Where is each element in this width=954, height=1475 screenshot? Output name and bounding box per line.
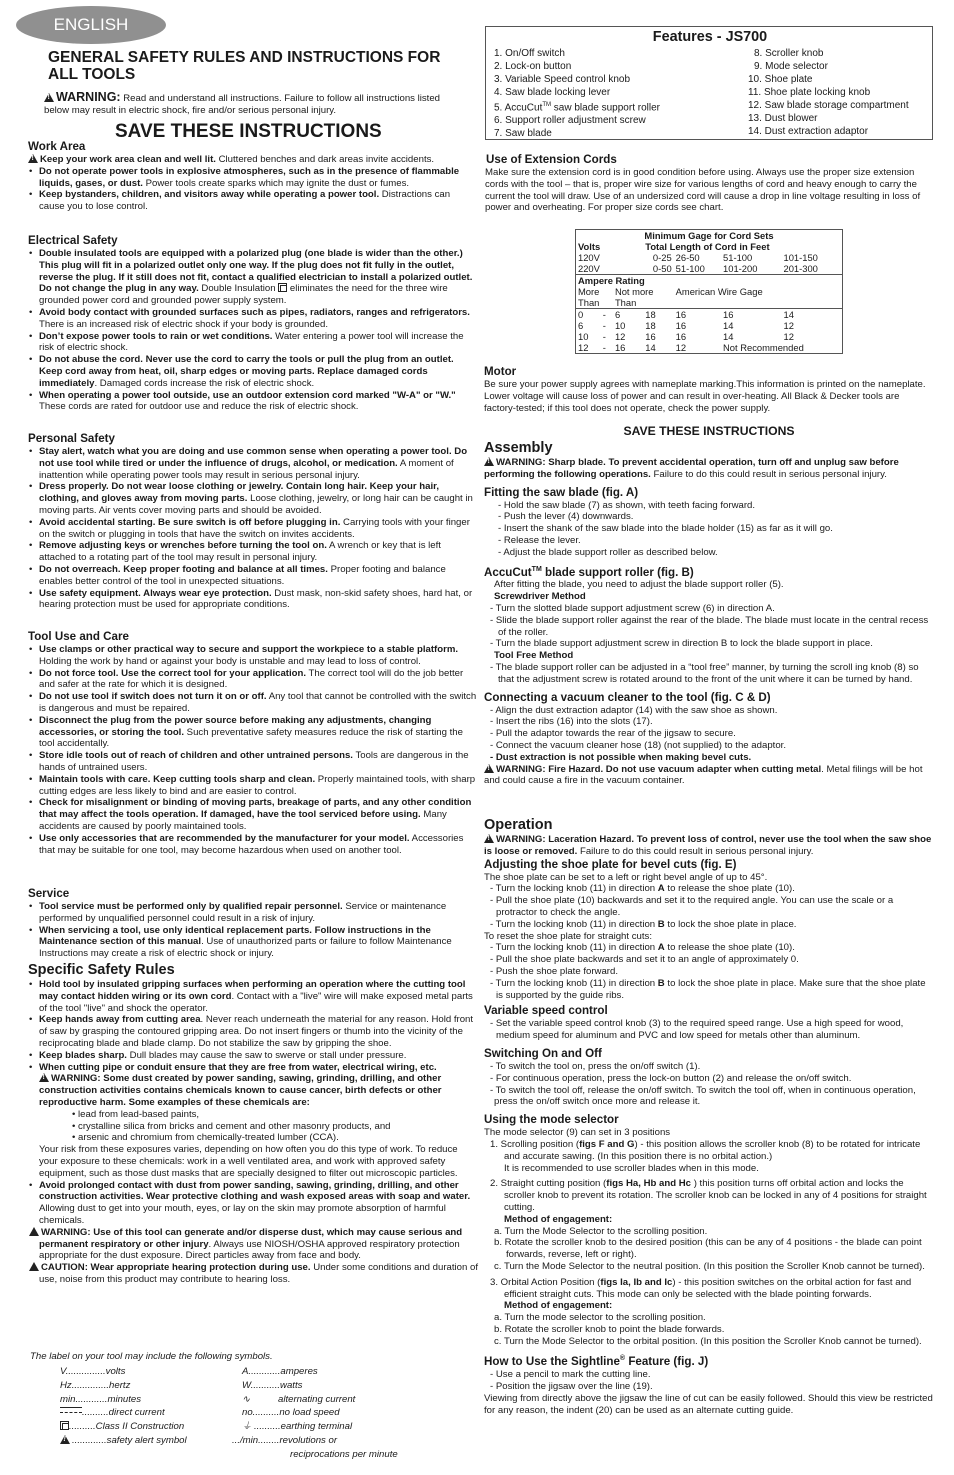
symbols-left: V...............volts Hz..............hertz min............minutes ..........direct current ..........Class II Construction !.............safety alert symbol xyxy=(60,1365,240,1448)
section-heading: Service xyxy=(28,887,70,900)
warning-icon xyxy=(29,1227,39,1236)
subsection-heading: Switching On and Off xyxy=(484,1046,602,1060)
personal-safety-section: Personal Safety • Stay alert, watch what you are doing and use common sense when operating a power tool. Do not use tool while tired or under the influence of drugs, alcohol, or medication. A moment of inattention while operating power tools may result in serious personal injury. • Dress properly. Do not wear loose clothing or jewelry. Contain long hair. Keep your hair, clothing, and gloves away from moving parts. Loose clothing, jewelry, or long hair can be caught in moving parts. Air vents cover moving parts and should be avoided. • Avoid accidental starting. Be sure switch is off before plugging in. Carrying tools with your finger on the switch or plugging in tools that have the switch on invites accidents. • Remove adjusting keys or wrenches before turning the tool on. A wrench or key that is left attached to a rotating part of the tool may result in personal injury. • Do not overreach. Keep proper footing and balance at all times. Proper footing and balance enables better control of the tool in unexpected situations. • Use safety equipment. Always wear eye protection. Dust mask, non-skid safety shoes, hard hat, or hearing protection must be used for appropriate conditions. xyxy=(28,432,478,611)
section-heading: Operation xyxy=(484,817,553,833)
operation-section: Operation !WARNING: Laceration Hazard. To prevent loss of control, never use the tool when the saw shoe is loose or removed. Failure to do this could result in serious personal injury. Adjusting the shoe plate for bevel cuts (fig. E) The shoe plate can be set to a left or right bevel angle of up to 45°. - Turn the locking knob (11) in direction A to release the shoe plate (10). - Pull the shoe plate (10) backwards and set it to the required angle. You can use the scale or a protractor to check the angle. - Turn the locking knob (11) in direction B to lock the shoe plate in place. To reset the shoe plate for straight cuts: - Turn the locking knob (11) in direction A to release the shoe plate (10). - Pull the shoe plate backwards and set it to an angle of approximately 0. - Push the shoe plate forward. - Turn the locking knob (11) in direction B to lock the shoe plate in place. Make sure that the shoe plate is supported by the guide ribs. Variable speed control - Set the variable speed control knob (3) to the required speed range. Use a high speed for wood, medium speed for aluminum and PVC and low speed for metals other than aluminum. Switching On and Off - To switch the tool on, press the on/off switch (1). - For continuous operation, press the lock-on button (2) and release the on/off switch. - To switch the tool off, release the on/off switch. To switch the tool off, when in continuous operation, press the on/off switch once more and release it. Using the mode selector The mode selector (9) can set in 3 positions 1. Scrolling position (figs F and G) - this position allows the scroller knob (8) to be rotated for intricate and accurate sawing. (In this position there is no orbital action.) It is recommended to use scroller blades when in this mode. 2. Straight cutting position (figs Ha, Hb and Hc ) this position turns off orbital action and locks the scroller knob to prevent its rotation. The scroller knob can be locked in any of 4 positions for straight cutting. Method of engagement: a. Turn the Mode Selector to the scrolling position. b. Rotate the scroller knob to the desired position (this can be any of 4 positions - the blade can point forwards, reverse, left or right). c. Turn the Mode Selector to the neutral position. (In this position the Scroller Knob cannot be turned). 3. Orbital Action Position (figs Ia, Ib and Ic) - this position switches on the orbital action for fast and efficient straight cuts. This mode can only be selected with the blade pointing forwards. Method of engagement: a. Turn the mode selector to the scrolling position. b. Rotate the scroller knob to point the blade forwards. c. Turn the Mode Selector to the orbital position. (In this position the Scroller Knob cannot be turned). How to Use the Sightline® Feature (fig. J) - Use a pencil to mark the cutting line. - Position the jigsaw over the line (19). Viewing from directly above the jigsaw the line of cut can be easily followed. Should this view be restricted for any reason, the indent (20) can be used as an alternate cutting guide. xyxy=(484,817,934,1417)
double-insulation-icon xyxy=(278,283,287,292)
subsection-heading: Using the mode selector xyxy=(484,1113,619,1127)
features-box xyxy=(485,26,933,140)
specific-safety-section: Specific Safety Rules • Hold tool by insulated gripping surfaces when performing an operation where the cutting tool may contact hidden wiring or its own cord. Contact with a "live" wire will make exposed metal parts of the tool "live" and shock the operator. • Keep hands away from cutting area. Never reach underneath the material for any reason. Hold front of saw by grasping the contoured gripping area. Do not insert fingers or thumb into the vicinity of the reciprocating blade and blade clamp. Do not stabilize the saw by gripping the shoe. • Keep blades sharp. Dull blades may cause the saw to swerve or stall under pressure. • When cutting pipe or conduit ensure that they are free from water, electrical wiring, etc. !WARNING: Some dust created by power sanding, sawing, grinding, drilling, and other construction activities contains chemicals known to cause cancer, birth defects or other reproductive harm. Some examples of these chemicals are: • lead from lead-based paints, • crystalline silica from bricks and cement and other masonry products, and • arsenic and chromium from chemically-treated lumber (CCA). Your risk from these exposures varies, depending on how often you do this type of work. To reduce your exposure to these chemicals: work in a well ventilated area, and work with approved safety equipment, such as those dust masks that are specially designed to filter out microscopic particles. • Avoid prolonged contact with dust from power sanding, sawing, grinding, drilling, and other construction activities. Wear protective clothing and wash exposed areas with soap and water. Allowing dust to get into your mouth, eyes, or lay on the skin may promote absorption of harmful chemicals. !WARNING: Use of this tool can generate and/or disperse dust, which may cause serious and permanent respiratory or other injury. Always use NIOSH/OSHA approved respiratory protection appropriate for the dust exposure. Direct particles away from face and body. !CAUTION: Wear appropriate hearing protection during use. Under some conditions and duration of use, noise from this product may contribute to hearing loss. xyxy=(28,962,478,1286)
section-heading: Work Area xyxy=(28,140,86,153)
motor-section: Motor Be sure your power supply agrees with nameplate marking.This information is printed on the nameplate. Lower voltage will cause loss of power and can result in over-heating. All Black & Decker tools are factory-tested; if this tool does not operate, check the power supply. xyxy=(484,365,934,414)
section-heading: Motor xyxy=(484,365,517,378)
symbols-caption: The label on your tool may include the following symbols. xyxy=(30,1351,273,1362)
class-ii-icon xyxy=(60,1421,69,1430)
save-instructions-heading: SAVE THESE INSTRUCTIONS xyxy=(115,121,382,142)
service-section: Service • Tool service must be performed only by qualified repair personnel. Service or maintenance performed by unqualified personnel could result in a risk of injury. • When servicing a tool, use only identical replacement parts. Follow instructions in the Maintenance section of this manual. Use of unauthorized parts or failure to follow Maintenance Instructions may create a risk of electric shock or injury. xyxy=(28,887,478,960)
section-heading: Assembly xyxy=(484,440,553,456)
page-title: GENERAL SAFETY RULES AND INSTRUCTIONS FOR ALL TOOLS xyxy=(48,49,441,83)
warning-icon xyxy=(44,93,54,102)
cord-gage-table: Minimum Gage for Cord Sets Volts Total Length of Cord in Feet 120V 0-25 26-50 51-100 101-150 220V 0-50 51-100 101-200 201-300 Ampere Rating More Not more American Wire Gage Than Than 0 - 6 18 16 16 14 6 - 10 18 16 14 12 10 - 12 16 16 14 12 12 - 16 14 12 Not Recommended xyxy=(575,229,843,354)
section-heading: Specific Safety Rules xyxy=(28,962,175,978)
warning-icon xyxy=(484,764,494,773)
section-heading: Tool Use and Care xyxy=(28,630,129,643)
warning-icon xyxy=(484,457,494,466)
subsection-heading: How to Use the Sightline® Feature (fig. J) xyxy=(484,1355,709,1369)
subsection-heading: AccuCut™ blade support roller (fig. B) xyxy=(484,565,694,579)
earthing-terminal-icon: ⏚ xyxy=(242,1421,252,1433)
subsection-heading: Fitting the saw blade (fig. A) xyxy=(484,485,639,499)
general-warning: !WARNING: Read and understand all instructions. Failure to follow all instructions listed below may result in electric shock, fire and/or serious personal injury. xyxy=(44,92,456,117)
warning-icon xyxy=(39,1073,49,1082)
subsection-heading: Connecting a vacuum cleaner to the tool (fig. C & D) xyxy=(484,690,771,704)
warning-icon xyxy=(29,1262,39,1271)
safety-alert-icon xyxy=(60,1435,70,1444)
electrical-safety-section: Electrical Safety • Double insulated tools are equipped with a polarized plug (one blade is wider than the other.) This plug will fit in a polarized outlet only one way. If the plug does not fit fully in the outlet, reverse the plug. If it still does not fit, contact a qualified electrician to install a polarized outlet. Do not change the plug in any way. Double Insulation eliminates the need for the three wire grounded power cord and grounded power supply system. • Avoid body contact with grounded surfaces such as pipes, radiators, ranges and refrigerators. There is an increased risk of electric shock if your body is grounded. • Don’t expose power tools to rain or wet conditions. Water entering a power tool will increase the risk of electric shock. • Do not abuse the cord. Never use the cord to carry the tools or pull the plug from an outlet. Keep cord away from heat, oil, sharp edges or moving parts. Replace damaged cords immediately. Damaged cords increase the risk of electric shock. • When operating a power tool outside, use an outdoor extension cord marked "W-A" or "W." These cords are rated for outdoor use and reduce the risk of electric shock. xyxy=(28,234,478,413)
subsection-heading: Variable speed control xyxy=(484,1004,608,1018)
section-heading: Personal Safety xyxy=(28,432,115,445)
warning-icon xyxy=(484,834,494,843)
tool-use-section: Tool Use and Care • Use clamps or other practical way to secure and support the workpiece to a stable platform. Holding the work by hand or against your body is unstable and may lead to loss of control. • Do not force tool. Use the correct tool for your application. The correct tool will do the job better and safer at the rate for which it is designed. • Do not use tool if switch does not turn it on or off. Any tool that cannot be controlled with the switch is dangerous and must be repaired. • Disconnect the plug from the power source before making any adjustments, changing accessories, or storing the tool. Such preventative safety measures reduce the risk of starting the tool accidentally. • Store idle tools out of reach of children and other untrained persons. Tools are dangerous in the hands of untrained users. • Maintain tools with care. Keep cutting tools sharp and clean. Properly maintained tools, with sharp cutting edges are less likely to bind and are easier to control. • Check for misalignment or binding of moving parts, breakage of parts, and any other condition that may affect the tools operation. If damaged, have the tool serviced before using. Many accidents are caused by poorly maintained tools. • Use only accessories that are recommended by the manufacturer for your model. Accessories that may be suitable for one tool, may become hazardous when used on another tool. xyxy=(28,630,478,856)
warning-icon xyxy=(28,154,38,163)
work-area-section: Work Area !Keep your work area clean and well lit. Cluttered benches and dark areas invite accidents. • Do not operate power tools in explosive atmospheres, such as in the presence of flammable liquids, gases, or dust. Power tools create sparks which may ignite the dust or fumes. • Keep bystanders, children, and visitors away while operating a power tool. Distractions can cause you to lose control. xyxy=(28,140,476,213)
subsection-heading: Adjusting the shoe plate for bevel cuts (fig. E) xyxy=(484,857,737,871)
features-title: Features - JS700 xyxy=(652,29,768,45)
extension-cords-section: Use of Extension Cords Make sure the extension cord is in good condition before using. Always use the proper size extension cords with the tool – that is, proper wire size for various lengths of cord and heavy enough to carry the current the tool will draw. Use of an undersized cord will cause a drop in line voltage resulting in loss of power and overheating. For proper size cords see chart. xyxy=(485,153,935,214)
section-heading: Use of Extension Cords xyxy=(486,153,617,166)
features-list-left: 1. On/Off switch 2. Lock-on button 3. Variable Speed control knob 4. Saw blade locking lever 5. AccuCut™ saw blade support roller 6. Support roller adjustment screw 7. Saw blade xyxy=(494,48,660,140)
section-heading: Electrical Safety xyxy=(28,234,118,247)
assembly-section: Assembly !WARNING: Sharp blade. To prevent accidental operation, turn off and unplug saw before performing the following operations. Failure to do this could result in serious personal injury. Fitting the saw blade (fig. A) - Hold the saw blade (7) as shown, with teeth facing forward. - Push the lever (4) downwards. - Insert the shank of the saw blade into the blade holder (15) as far as it will go. - Release the lever. - Adjust the blade support roller as described below. AccuCut™ blade support roller (fig. B) After fitting the blade, you need to adjust the blade support roller (5). Screwdriver Method - Turn the slotted blade support adjustment screw (6) in direction A. - Slide the blade support roller against the rear of the blade. The blade must locate in the central recess of the roller. - Turn the blade support adjustment screw in direction B to lock the blade support in place. Tool Free Method - The blade support roller can be adjusted in a “tool free” manner, by turning the scroll ing knob (8) so that the adjustment screw is rotated around to the front of the unit where it can be turned by hand. Connecting a vacuum cleaner to the tool (fig. C & D) - Align the dust extraction adaptor (14) with the saw shoe as shown. - Insert the ribs (16) into the slots (17). - Pull the adaptor towards the rear of the jigsaw to secure. - Connect the vacuum cleaner hose (18) (not supplied) to the adaptor. - Dust extraction is not possible when making bevel cuts. !WARNING: Fire Hazard. Do not use vacuum adapter when cutting metal. Metal filings will be hot and could cause a fire in the vacuum container. xyxy=(484,440,934,787)
alternating-current-icon: ∿ xyxy=(242,1393,251,1405)
save-instructions-heading-2: SAVE THESE INSTRUCTIONS xyxy=(623,424,795,438)
symbols-right: A............amperes W...........watts ∿ alternating current no..........no load speed ⏚ ..........earthing terminal .../min........revolutions or reciprocations per minute xyxy=(232,1366,398,1460)
direct-current-icon xyxy=(60,1407,82,1413)
features-list-right: 8. Scroller knob 9. Mode selector 10. Shoe plate 11. Shoe plate locking knob 12. Saw blade storage compartment 13. Dust blower 14. Dust extraction adaptor xyxy=(748,48,909,137)
language-badge: ENGLISH xyxy=(16,6,166,44)
